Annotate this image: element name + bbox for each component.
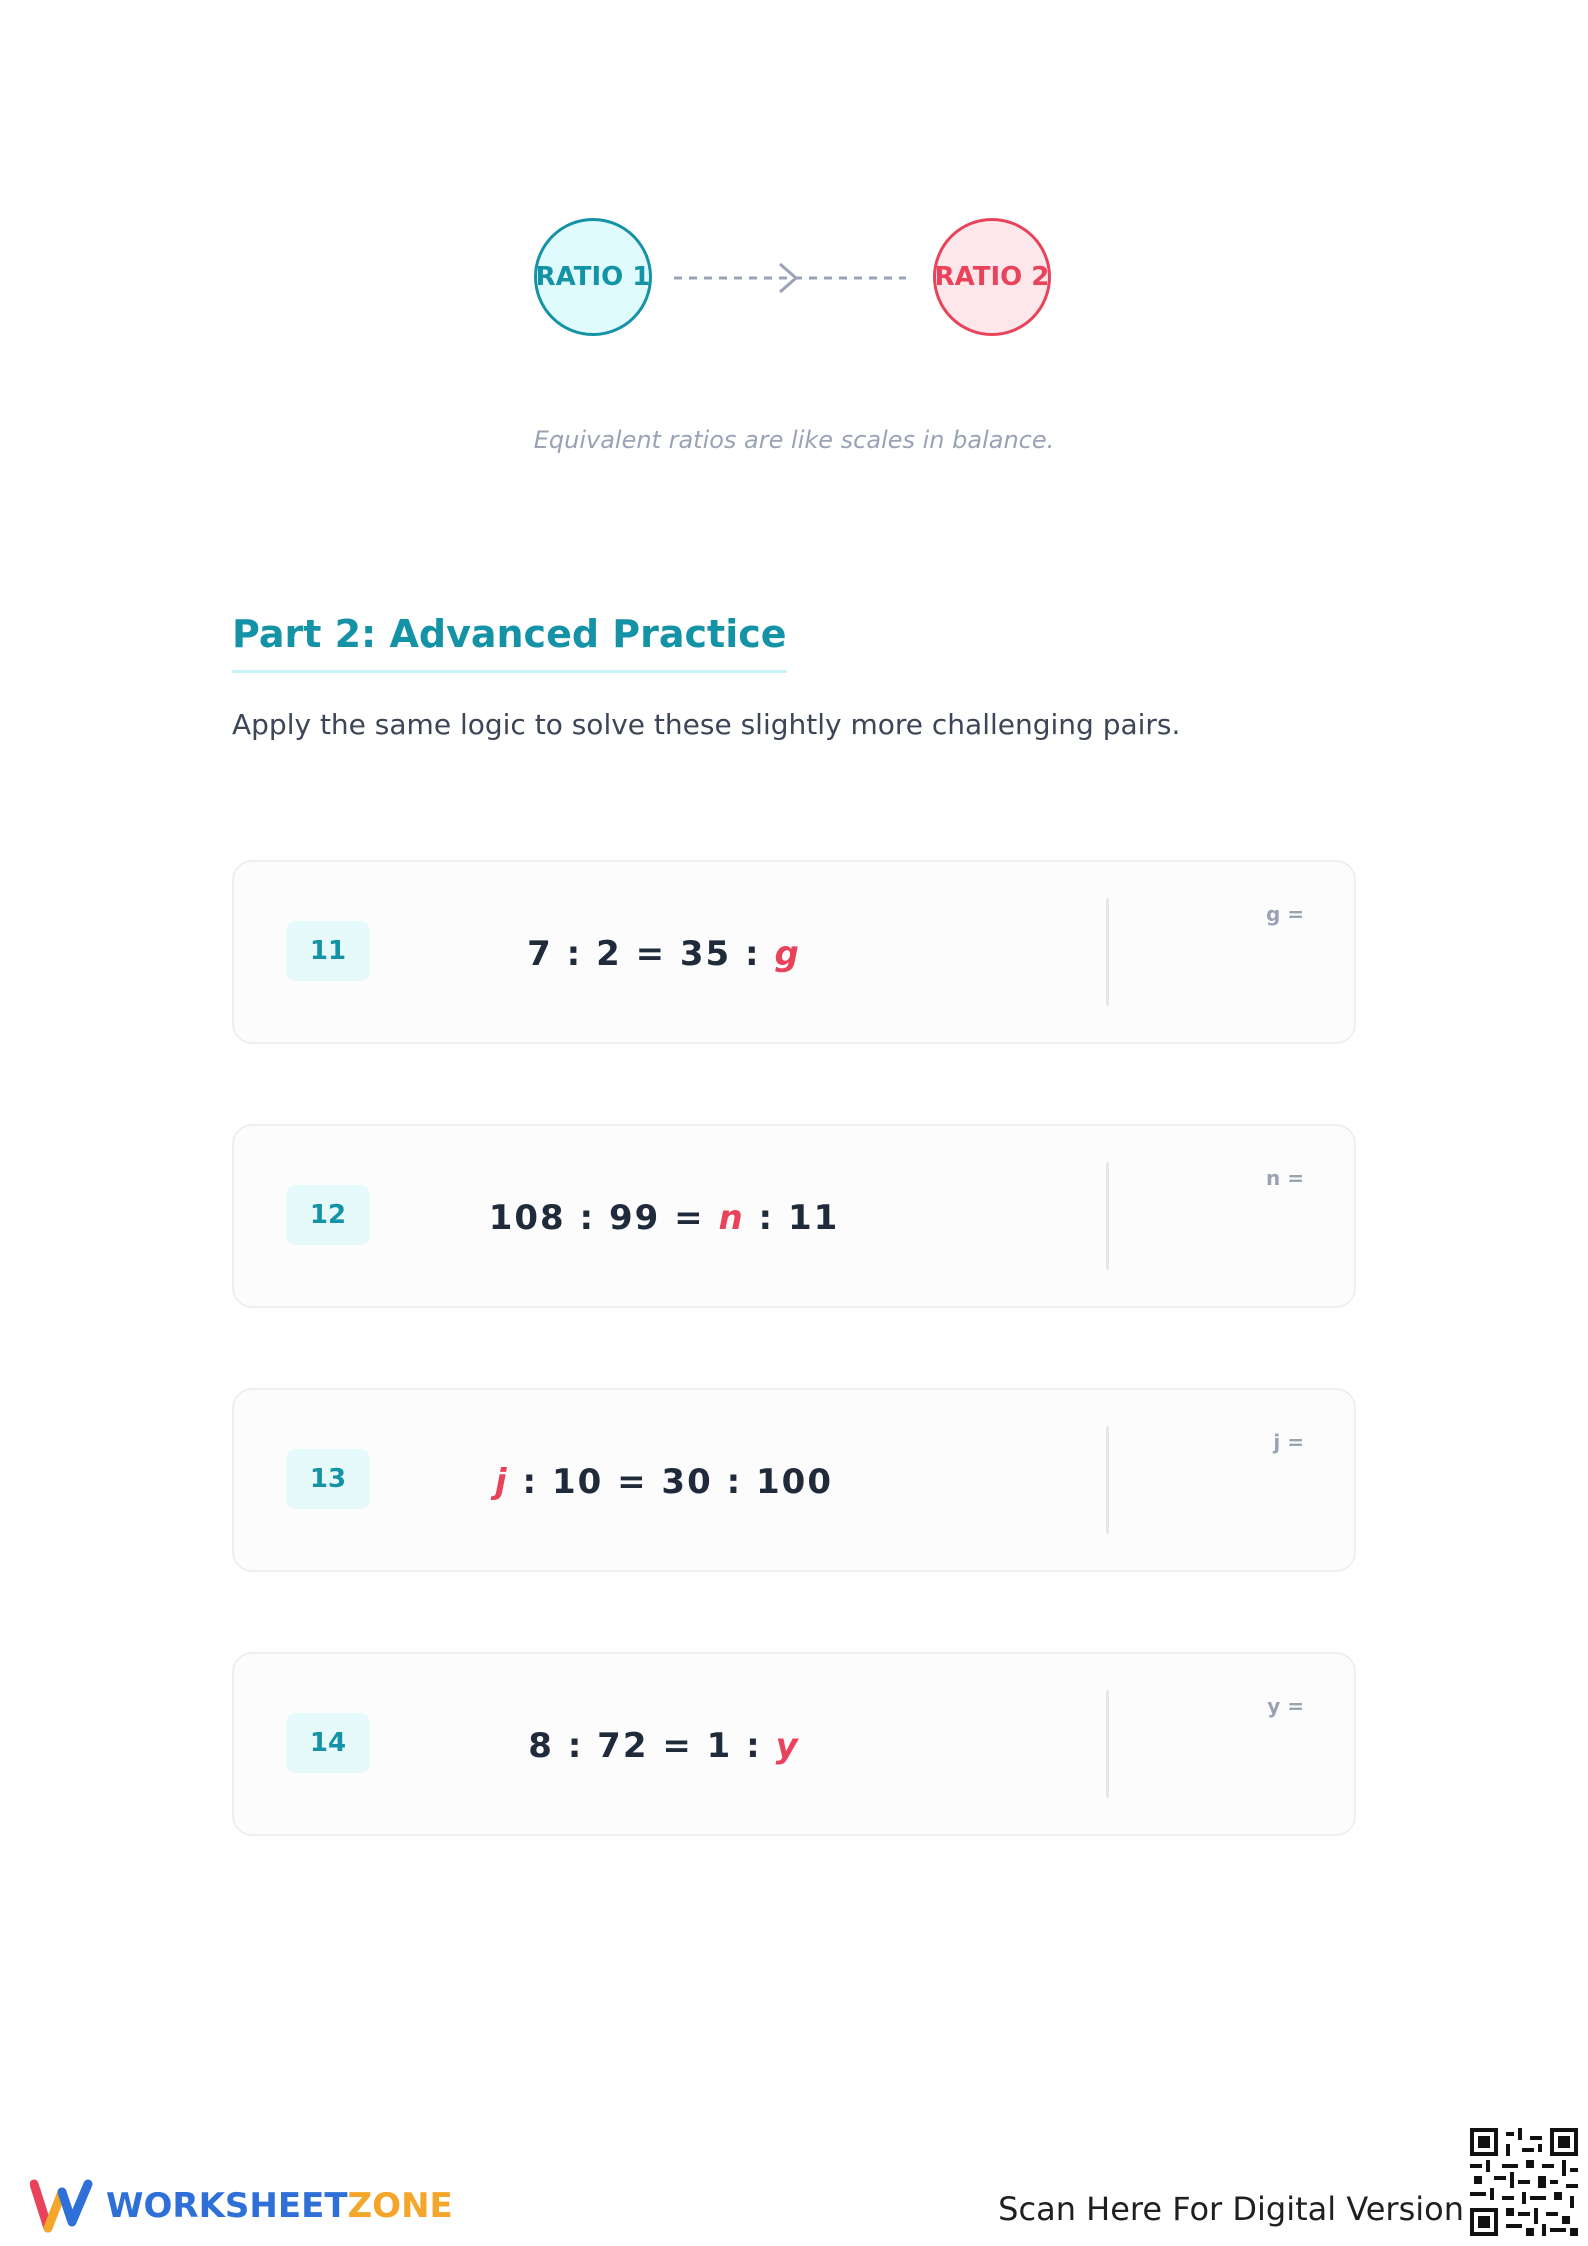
- unknown-variable: j: [495, 1462, 509, 1502]
- unknown-variable: n: [718, 1198, 745, 1238]
- equation-left: 8 : 72 = 1 :: [528, 1726, 776, 1766]
- problem-card: [232, 860, 1356, 1044]
- problem-card: [232, 1388, 1356, 1572]
- problem-number: 13: [286, 1449, 370, 1509]
- unknown-variable: g: [774, 934, 801, 974]
- ratio-2-label: RATIO 2: [934, 262, 1050, 292]
- logo-text-worksheet: WORKSHEET: [106, 2186, 348, 2226]
- equation-right: : 10 = 30 : 100: [508, 1462, 833, 1502]
- qr-code-icon[interactable]: [1470, 2128, 1578, 2236]
- problem-card: [232, 1124, 1356, 1308]
- problem-equation: [394, 1126, 934, 1310]
- problem-equation: [394, 862, 934, 1046]
- ratio-1-label: RATIO 1: [535, 262, 651, 292]
- logo-text-zone: ZONE: [347, 2186, 453, 2226]
- section-title: Part 2: Advanced Practice: [232, 612, 787, 673]
- ratio-1-circle: [534, 218, 652, 336]
- scan-instruction: Scan Here For Digital Version: [998, 2190, 1464, 2228]
- problem-equation: [394, 1390, 934, 1574]
- logo-text: [106, 2186, 453, 2226]
- answer-field[interactable]: y =: [1267, 1694, 1304, 1718]
- divider: [1106, 1162, 1109, 1270]
- answer-field[interactable]: j =: [1273, 1430, 1304, 1454]
- answer-field[interactable]: n =: [1266, 1166, 1304, 1190]
- worksheetzone-logo-icon: [30, 2178, 94, 2234]
- ratio-2-circle: [933, 218, 1051, 336]
- dashed-arrow-icon: [670, 258, 910, 298]
- equation-right: : 11: [744, 1198, 840, 1238]
- divider: [1106, 898, 1109, 1006]
- problem-card: [232, 1652, 1356, 1836]
- section-description: Apply the same logic to solve these slightly more challenging pairs.: [232, 708, 1181, 741]
- problem-number: 12: [286, 1185, 370, 1245]
- answer-field[interactable]: g =: [1265, 902, 1304, 926]
- unknown-variable: y: [775, 1726, 800, 1766]
- problem-number: 14: [286, 1713, 370, 1773]
- diagram-caption: Equivalent ratios are like scales in balance.: [533, 426, 1055, 454]
- equation-left: 108 : 99 =: [488, 1198, 719, 1238]
- problem-equation: [394, 1654, 934, 1838]
- equation-left: 7 : 2 = 35 :: [527, 934, 775, 974]
- divider: [1106, 1690, 1109, 1798]
- problem-number: 11: [286, 921, 370, 981]
- worksheetzone-logo[interactable]: [30, 2178, 453, 2234]
- divider: [1106, 1426, 1109, 1534]
- ratio-diagram: [0, 0, 1588, 454]
